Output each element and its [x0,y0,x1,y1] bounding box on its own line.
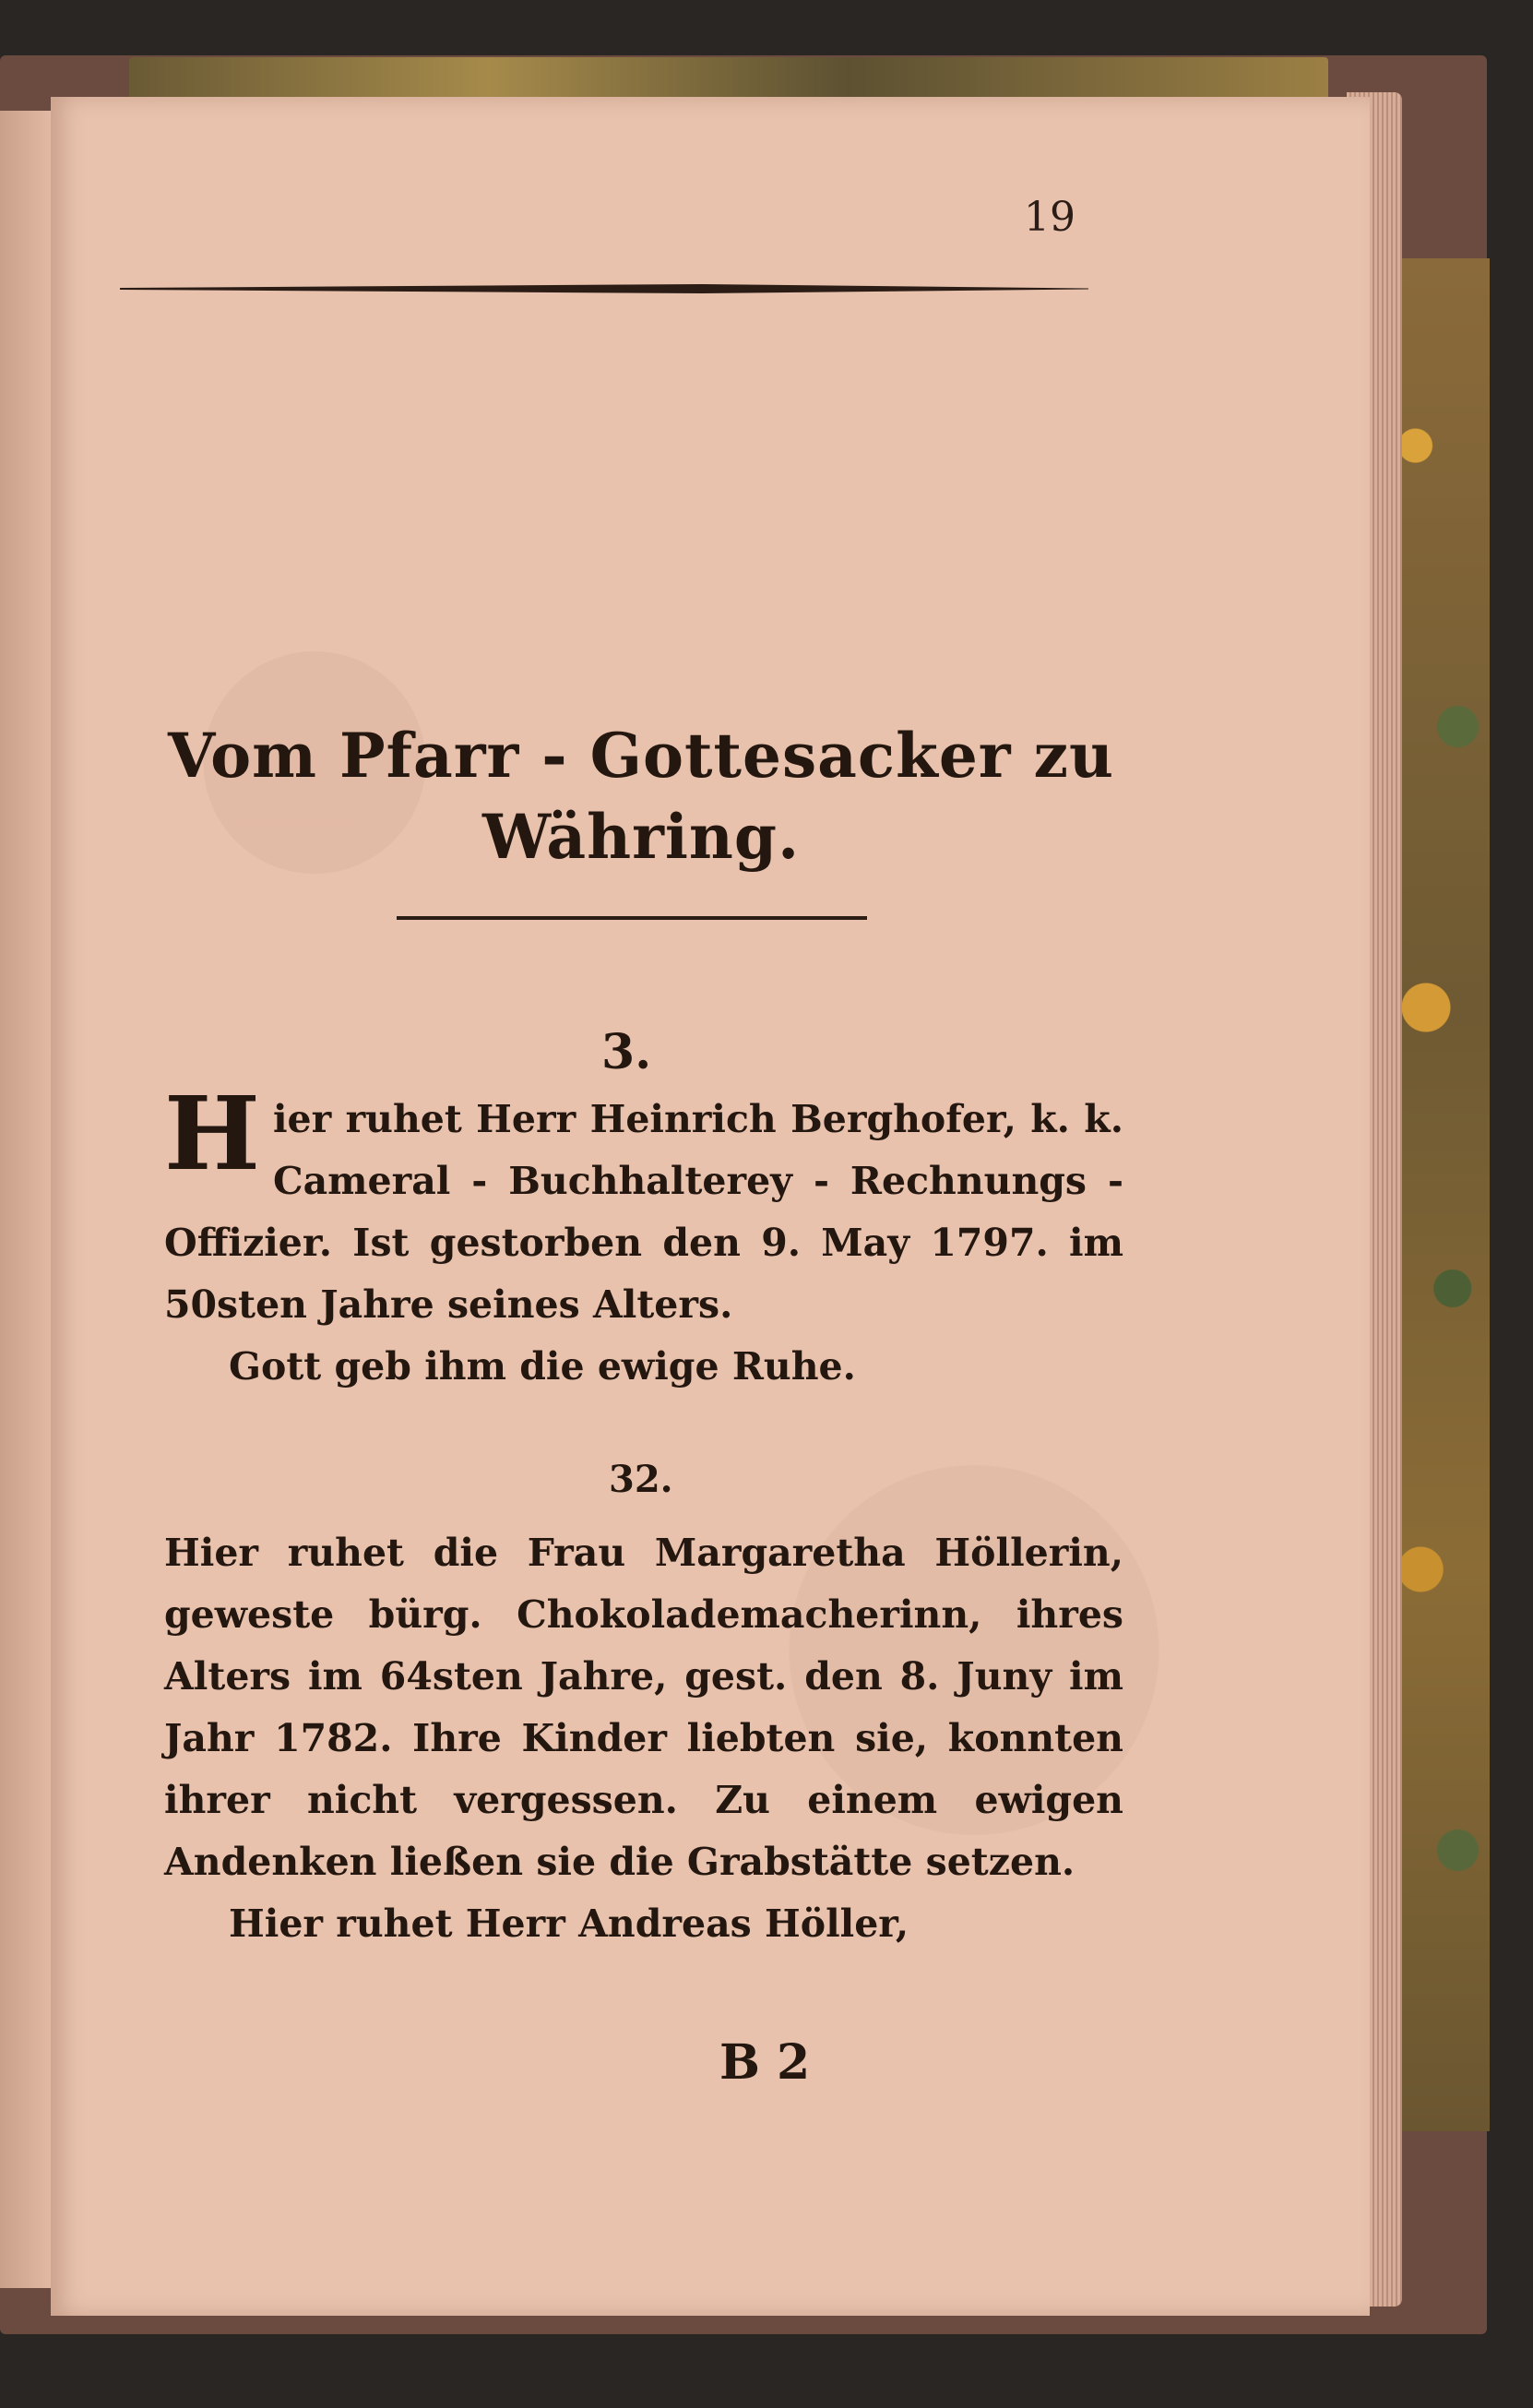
title-line-2: Währing. [481,801,801,873]
page-title [157,715,1125,877]
title-rule [397,916,867,920]
entry-2-body: Hier ruhet die Frau Margaretha Höllerin, geweste bürg. Chokolademacherinn, ihres Alters im 64sten Jahre, gest. den 8. Juny im Jahr 1782. Ihre Kinder liebten sie, konnten ihrer nicht vergessen. Zu einem ewigen Andenken ließen sie die Grabstätte setzen. [164,1531,1123,1884]
left-page-edge [0,111,51,2288]
entry-2-text [164,1522,1123,1955]
signature-mark: B 2 [719,2034,811,2091]
entry-1-body: ier ruhet Herr Heinrich Berghofer, k. k. Cameral - Buchhalterey - Rechnungs - Offizier. Ist gestorben den 9. May 1797. im 50sten Jahre seines Alters. [164,1097,1123,1327]
entry-number-1: 3. [601,1024,652,1080]
title-line-1: Vom Pfarr - Gottesacker zu [167,720,1115,792]
entry-number-2: 32. [609,1458,673,1501]
entry-2-continuation: Hier ruhet Herr Andreas Höller, [229,1901,909,1946]
entry-1-text [164,1074,1123,1398]
entry-1-closing: Gott geb ihm die ewige Ruhe. [229,1344,856,1389]
dropcap-letter: H [164,1074,260,1193]
page-number: 19 [1024,194,1075,241]
